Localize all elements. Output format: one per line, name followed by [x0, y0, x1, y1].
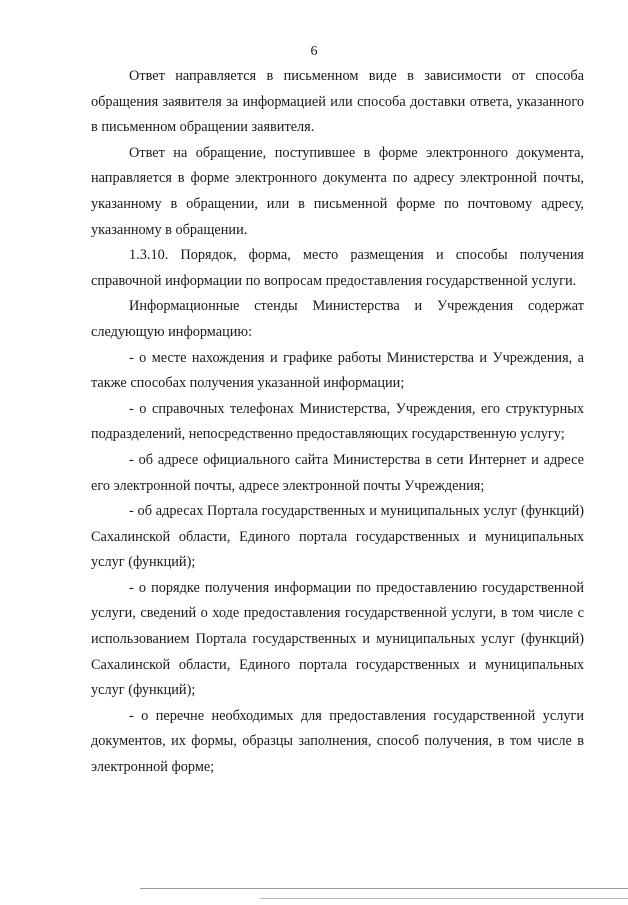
scan-edge-line [140, 888, 628, 889]
page-number: 6 [310, 44, 318, 59]
document-body [91, 64, 584, 781]
paragraph-info-stands: Информационные стенды Министерства и Учреждения содержат следующую информацию: [91, 298, 584, 340]
list-item-portals: - об адресах Портала государственных и муниципальных услуг (функций) Сахалинской области, Единого портала государственных и муниципальных услуг (функций); [91, 503, 584, 571]
list-item-procedure: - о порядке получения информации по предоставлению государственной услуги, сведений о ходе предоставления государственной услуги, в том числе с использованием Портала государственных и муниципальных услуг (функций) Сахалинской области, Единого портала государственных и муниципальных услуг (функций); [91, 579, 584, 699]
list-item-documents: - о перечне необходимых для предоставления государственной услуги документов, их формы, образцы заполнения, способ получения, в том числе в электронной форме; [91, 707, 584, 776]
paragraph-section-1-3-10: 1.3.10. Порядок, форма, место размещения и способы получения справочной информации по вопросам предоставления государственной услуги. [91, 247, 584, 289]
list-item-phones: - о справочных телефонах Министерства, Учреждения, его структурных подразделений, непосредственно предоставляющих государственную услугу; [91, 400, 584, 443]
scan-edge-line-secondary [260, 898, 628, 899]
list-item-website-email: - об адресе официального сайта Министерства в сети Интернет и адресе его электронной почты, адресе электронной почты Учреждения; [91, 451, 584, 494]
paragraph-electronic-response: Ответ на обращение, поступившее в форме электронного документа, направляется в форме электронного документа по адресу электронной почты, указанному в обращении, или в письменной форме по почтовому адресу, указанному в обращении. [91, 144, 584, 238]
paragraph-response-method: Ответ направляется в письменном виде в зависимости от способа обращения заявителя за информацией или способа доставки ответа, указанного в письменном обращении заявителя. [91, 68, 584, 136]
list-item-location-schedule: - о месте нахождения и графике работы Министерства и Учреждения, а также способах получения указанной информации; [91, 349, 584, 392]
